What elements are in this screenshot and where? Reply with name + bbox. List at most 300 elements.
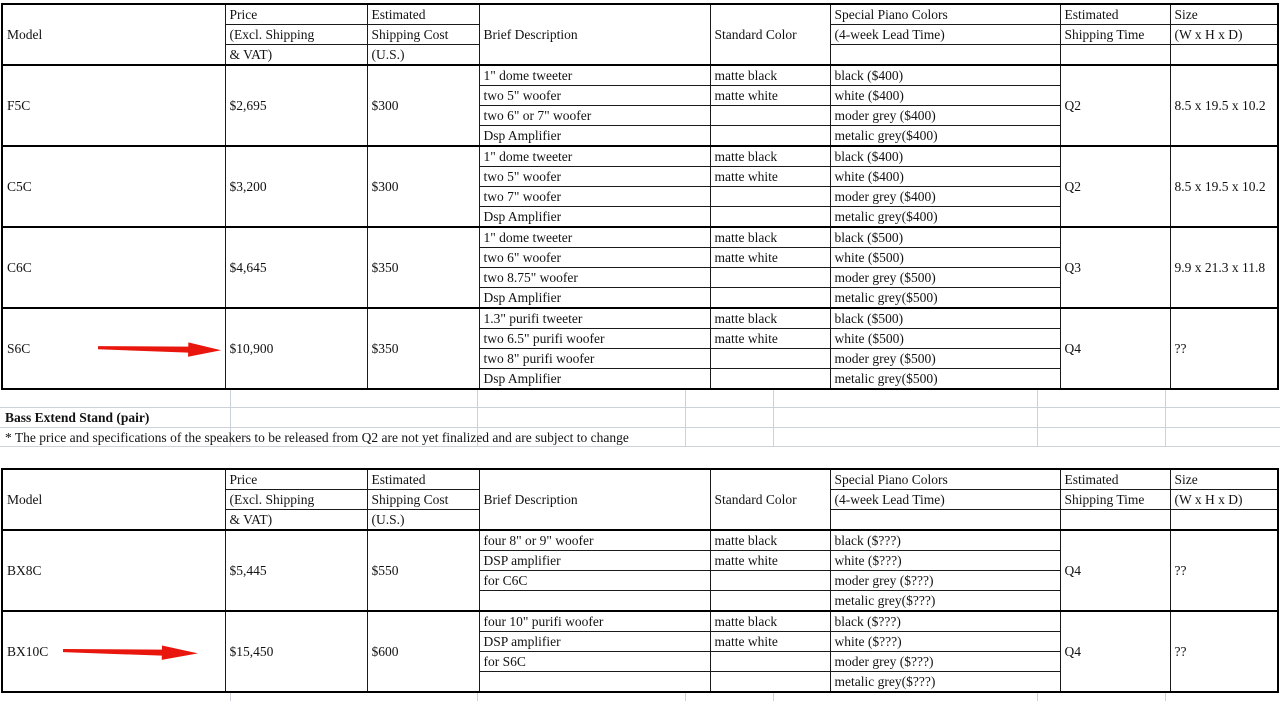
description-value: two 6" woofer bbox=[483, 250, 561, 265]
description-cell[interactable] bbox=[479, 65, 710, 86]
header-size-line2: (W x H x D) bbox=[1174, 27, 1243, 42]
piano-color-cell[interactable] bbox=[830, 248, 1060, 268]
shipping-cost-cell[interactable] bbox=[367, 227, 479, 308]
piano-color-cell[interactable] bbox=[830, 652, 1060, 672]
size-value: 8.5 x 19.5 x 10.2 bbox=[1174, 179, 1266, 194]
table-row bbox=[2, 530, 1278, 551]
table-row bbox=[2, 308, 1278, 329]
model-row-group bbox=[2, 227, 1278, 308]
piano-color-cell[interactable] bbox=[830, 591, 1060, 612]
header-shipcost-line1: Estimated bbox=[371, 7, 426, 22]
grid-line bbox=[477, 693, 478, 701]
description-cell[interactable] bbox=[479, 207, 710, 228]
standard-color-cell[interactable] bbox=[710, 288, 830, 309]
price-cell[interactable] bbox=[225, 308, 367, 389]
piano-color-cell[interactable] bbox=[830, 530, 1060, 551]
shipping-time-value: Q4 bbox=[1064, 644, 1081, 659]
header-time-line1: Estimated bbox=[1064, 7, 1119, 22]
header-price-line3: & VAT) bbox=[229, 47, 273, 62]
header-price-cell-1[interactable] bbox=[225, 469, 367, 490]
standard-color-value: matte white bbox=[714, 169, 778, 184]
model-name: C6C bbox=[7, 260, 32, 275]
header-time-line2: Shipping Time bbox=[1064, 492, 1145, 507]
grid-line bbox=[477, 408, 478, 427]
header-size-cell-1[interactable] bbox=[1170, 469, 1278, 490]
description-cell[interactable] bbox=[479, 308, 710, 329]
piano-color-value: metalic grey($500) bbox=[834, 290, 938, 305]
header-time-cell-1[interactable] bbox=[1060, 469, 1170, 490]
header-time-cell-1[interactable] bbox=[1060, 4, 1170, 25]
header-size-cell-3[interactable] bbox=[1170, 510, 1278, 531]
standard-color-cell[interactable] bbox=[710, 349, 830, 369]
piano-color-cell[interactable] bbox=[830, 611, 1060, 632]
shipping-time-cell[interactable] bbox=[1060, 65, 1170, 146]
piano-color-cell[interactable] bbox=[830, 268, 1060, 288]
header-shipcost-line3: (U.S.) bbox=[371, 512, 405, 527]
description-cell[interactable] bbox=[479, 551, 710, 571]
bass-extend-stand-label: Bass Extend Stand (pair) bbox=[5, 410, 150, 425]
grid-line bbox=[1037, 390, 1038, 407]
grid-line bbox=[773, 428, 774, 446]
header-shipcost-cell-2[interactable] bbox=[367, 490, 479, 510]
header-brief-cell[interactable] bbox=[479, 4, 710, 65]
header-shipcost-line2: Shipping Cost bbox=[371, 492, 449, 507]
standard-color-cell[interactable] bbox=[710, 369, 830, 390]
piano-color-value: black ($???) bbox=[834, 614, 901, 629]
shipping-time-cell[interactable] bbox=[1060, 146, 1170, 227]
piano-color-cell[interactable] bbox=[830, 65, 1060, 86]
standard-color-value: matte white bbox=[714, 88, 778, 103]
table-row bbox=[2, 146, 1278, 167]
piano-color-cell[interactable] bbox=[830, 126, 1060, 147]
header-model-cell[interactable] bbox=[2, 4, 225, 65]
description-cell[interactable] bbox=[479, 632, 710, 652]
grid-line bbox=[1037, 408, 1038, 427]
standard-color-cell[interactable] bbox=[710, 248, 830, 268]
header-model-label: Model bbox=[7, 27, 43, 42]
grid-line bbox=[1165, 428, 1166, 446]
header-standard-label: Standard Color bbox=[714, 492, 797, 507]
description-value: Dsp Amplifier bbox=[483, 128, 562, 143]
price-value: $3,200 bbox=[229, 179, 267, 194]
price-value: $10,900 bbox=[229, 341, 274, 356]
model-cell[interactable] bbox=[2, 65, 225, 146]
shipping-cost-cell[interactable] bbox=[367, 65, 479, 146]
speaker-table-upper bbox=[1, 3, 1279, 390]
speaker-table-lower bbox=[1, 468, 1279, 693]
description-value: two 8.75" woofer bbox=[483, 270, 578, 285]
standard-color-value: matte black bbox=[714, 149, 778, 164]
header-time-line2: Shipping Time bbox=[1064, 27, 1145, 42]
price-value: $4,645 bbox=[229, 260, 267, 275]
header-size-cell-2[interactable] bbox=[1170, 490, 1278, 510]
header-piano-cell-3[interactable] bbox=[830, 510, 1060, 531]
standard-color-value: matte white bbox=[714, 250, 778, 265]
header-model-label: Model bbox=[7, 492, 43, 507]
piano-color-value: moder grey ($500) bbox=[834, 270, 936, 285]
shipping-cost-cell[interactable] bbox=[367, 308, 479, 389]
standard-color-cell[interactable] bbox=[710, 652, 830, 672]
header-time-cell-3[interactable] bbox=[1060, 45, 1170, 66]
header-size-line1: Size bbox=[1174, 472, 1198, 487]
table-row bbox=[2, 65, 1278, 86]
description-value: two 6" or 7" woofer bbox=[483, 108, 592, 123]
shipping-time-value: Q2 bbox=[1064, 179, 1081, 194]
header-shipcost-cell-1[interactable] bbox=[367, 469, 479, 490]
header-shipcost-cell-3[interactable] bbox=[367, 45, 479, 66]
piano-color-cell[interactable] bbox=[830, 551, 1060, 571]
description-value: two 7" woofer bbox=[483, 189, 561, 204]
piano-color-value: moder grey ($???) bbox=[834, 573, 934, 588]
piano-color-value: black ($400) bbox=[834, 68, 904, 83]
standard-color-value: matte black bbox=[714, 230, 778, 245]
model-row-group bbox=[2, 308, 1278, 389]
standard-color-cell[interactable] bbox=[710, 227, 830, 248]
shipping-cost-value: $350 bbox=[371, 341, 399, 356]
standard-color-value: matte black bbox=[714, 533, 778, 548]
price-cell[interactable] bbox=[225, 530, 367, 611]
description-value: 1.3" purifi tweeter bbox=[483, 311, 583, 326]
red-arrow-icon bbox=[63, 640, 200, 663]
shipping-cost-value: $300 bbox=[371, 179, 399, 194]
shipping-cost-value: $300 bbox=[371, 98, 399, 113]
description-cell[interactable] bbox=[479, 369, 710, 390]
size-cell[interactable] bbox=[1170, 65, 1278, 146]
description-cell[interactable] bbox=[479, 187, 710, 207]
header-piano-cell-3[interactable] bbox=[830, 45, 1060, 66]
description-value: four 10" purifi woofer bbox=[483, 614, 604, 629]
red-arrow-icon bbox=[98, 337, 223, 360]
header-price-line1: Price bbox=[229, 7, 258, 22]
middle-section bbox=[0, 390, 1280, 447]
size-cell[interactable] bbox=[1170, 611, 1278, 692]
piano-color-cell[interactable] bbox=[830, 632, 1060, 652]
standard-color-value: matte white bbox=[714, 331, 778, 346]
piano-color-cell[interactable] bbox=[830, 288, 1060, 309]
header-price-line1: Price bbox=[229, 472, 258, 487]
standard-color-cell[interactable] bbox=[710, 672, 830, 693]
piano-color-value: moder grey ($400) bbox=[834, 108, 936, 123]
footnote-text: * The price and specifications of the speakers to be released from Q2 are not yet finalized and are subject to change bbox=[5, 430, 629, 445]
model-cell[interactable] bbox=[2, 227, 225, 308]
standard-color-value: matte white bbox=[714, 553, 778, 568]
piano-color-value: metalic grey($400) bbox=[834, 209, 938, 224]
model-name: F5C bbox=[7, 98, 31, 113]
description-value: four 8" or 9" woofer bbox=[483, 533, 594, 548]
grid-line bbox=[773, 693, 774, 701]
piano-color-cell[interactable] bbox=[830, 86, 1060, 106]
shipping-time-value: Q2 bbox=[1064, 98, 1081, 113]
header-model-cell[interactable] bbox=[2, 469, 225, 530]
header-standard-cell[interactable] bbox=[710, 469, 830, 530]
standard-color-cell[interactable] bbox=[710, 86, 830, 106]
description-value: DSP amplifier bbox=[483, 634, 561, 649]
shipping-time-value: Q4 bbox=[1064, 563, 1081, 578]
header-size-line1: Size bbox=[1174, 7, 1198, 22]
piano-color-value: moder grey ($???) bbox=[834, 654, 934, 669]
piano-color-value: metalic grey($???) bbox=[834, 674, 936, 689]
description-value: Dsp Amplifier bbox=[483, 290, 562, 305]
piano-color-value: white ($???) bbox=[834, 553, 902, 568]
grid-line bbox=[1165, 693, 1166, 701]
header-price-cell-2[interactable] bbox=[225, 490, 367, 510]
piano-color-cell[interactable] bbox=[830, 146, 1060, 167]
standard-color-cell[interactable] bbox=[710, 329, 830, 349]
standard-color-cell[interactable] bbox=[710, 207, 830, 228]
header-price-cell-3[interactable] bbox=[225, 45, 367, 66]
piano-color-cell[interactable] bbox=[830, 349, 1060, 369]
shipping-cost-value: $600 bbox=[371, 644, 399, 659]
description-cell[interactable] bbox=[479, 611, 710, 632]
piano-color-value: white ($400) bbox=[834, 169, 904, 184]
description-cell[interactable] bbox=[479, 288, 710, 309]
grid-line bbox=[685, 408, 686, 427]
description-cell[interactable] bbox=[479, 329, 710, 349]
header-piano-cell-1[interactable] bbox=[830, 4, 1060, 25]
header-time-cell-2[interactable] bbox=[1060, 25, 1170, 45]
description-value: for C6C bbox=[483, 573, 528, 588]
header-price-line3: & VAT) bbox=[229, 512, 273, 527]
header-shipcost-cell-3[interactable] bbox=[367, 510, 479, 531]
header-price-line2: (Excl. Shipping bbox=[229, 27, 315, 42]
description-value: two 8" purifi woofer bbox=[483, 351, 595, 366]
header-piano-cell-2[interactable] bbox=[830, 25, 1060, 45]
table-header bbox=[2, 4, 1278, 65]
piano-color-value: white ($500) bbox=[834, 331, 904, 346]
description-cell[interactable] bbox=[479, 167, 710, 187]
table-row bbox=[2, 227, 1278, 248]
piano-color-cell[interactable] bbox=[830, 227, 1060, 248]
size-value: 8.5 x 19.5 x 10.2 bbox=[1174, 98, 1266, 113]
piano-color-cell[interactable] bbox=[830, 308, 1060, 329]
standard-color-cell[interactable] bbox=[710, 65, 830, 86]
description-cell[interactable] bbox=[479, 248, 710, 268]
header-size-line2: (W x H x D) bbox=[1174, 492, 1243, 507]
shipping-time-cell[interactable] bbox=[1060, 308, 1170, 389]
header-standard-cell[interactable] bbox=[710, 4, 830, 65]
piano-color-cell[interactable] bbox=[830, 329, 1060, 349]
header-size-cell-1[interactable] bbox=[1170, 4, 1278, 25]
description-cell[interactable] bbox=[479, 146, 710, 167]
model-cell[interactable] bbox=[2, 530, 225, 611]
header-time-cell-3[interactable] bbox=[1060, 510, 1170, 531]
price-cell[interactable] bbox=[225, 611, 367, 692]
standard-color-cell[interactable] bbox=[710, 551, 830, 571]
header-standard-label: Standard Color bbox=[714, 27, 797, 42]
header-price-line2: (Excl. Shipping bbox=[229, 492, 315, 507]
description-value: for S6C bbox=[483, 654, 526, 669]
piano-color-cell[interactable] bbox=[830, 106, 1060, 126]
description-value: two 5" woofer bbox=[483, 88, 561, 103]
piano-color-cell[interactable] bbox=[830, 571, 1060, 591]
grid-line bbox=[685, 390, 686, 407]
header-piano-line2: (4-week Lead Time) bbox=[834, 492, 945, 507]
piano-color-cell[interactable] bbox=[830, 369, 1060, 390]
model-row-group bbox=[2, 530, 1278, 611]
description-value: 1" dome tweeter bbox=[483, 68, 573, 83]
piano-color-value: black ($400) bbox=[834, 149, 904, 164]
header-shipcost-cell-1[interactable] bbox=[367, 4, 479, 25]
footnote-row[interactable] bbox=[0, 428, 1280, 447]
price-value: $5,445 bbox=[229, 563, 267, 578]
size-value: ?? bbox=[1174, 341, 1187, 356]
piano-color-value: black ($500) bbox=[834, 311, 904, 326]
standard-color-cell[interactable] bbox=[710, 167, 830, 187]
header-brief-label: Brief Description bbox=[483, 27, 578, 42]
piano-color-value: black ($???) bbox=[834, 533, 901, 548]
model-row-group bbox=[2, 611, 1278, 692]
piano-color-cell[interactable] bbox=[830, 187, 1060, 207]
model-cell[interactable] bbox=[2, 146, 225, 227]
grid-line bbox=[1037, 693, 1038, 701]
description-cell[interactable] bbox=[479, 106, 710, 126]
standard-color-value: matte black bbox=[714, 614, 778, 629]
standard-color-value: matte white bbox=[714, 634, 778, 649]
piano-color-value: metalic grey($???) bbox=[834, 593, 936, 608]
header-shipcost-line1: Estimated bbox=[371, 472, 426, 487]
piano-color-value: metalic grey($500) bbox=[834, 371, 938, 386]
piano-color-cell[interactable] bbox=[830, 167, 1060, 187]
header-brief-label: Brief Description bbox=[483, 492, 578, 507]
standard-color-cell[interactable] bbox=[710, 632, 830, 652]
price-cell[interactable] bbox=[225, 146, 367, 227]
grid-line bbox=[1165, 390, 1166, 407]
standard-color-cell[interactable] bbox=[710, 591, 830, 612]
price-cell[interactable] bbox=[225, 65, 367, 146]
grid-line bbox=[230, 408, 231, 427]
shipping-cost-cell[interactable] bbox=[367, 611, 479, 692]
header-time-line1: Estimated bbox=[1064, 472, 1119, 487]
grid-line bbox=[685, 428, 686, 446]
header-piano-cell-2[interactable] bbox=[830, 490, 1060, 510]
price-value: $15,450 bbox=[229, 644, 274, 659]
grid-line bbox=[477, 390, 478, 407]
header-brief-cell[interactable] bbox=[479, 469, 710, 530]
standard-color-cell[interactable] bbox=[710, 308, 830, 329]
description-cell[interactable] bbox=[479, 349, 710, 369]
shipping-cost-value: $550 bbox=[371, 563, 399, 578]
size-cell[interactable] bbox=[1170, 308, 1278, 389]
shipping-time-cell[interactable] bbox=[1060, 530, 1170, 611]
grid-line bbox=[773, 390, 774, 407]
header-time-cell-2[interactable] bbox=[1060, 490, 1170, 510]
piano-color-cell[interactable] bbox=[830, 207, 1060, 228]
description-value: Dsp Amplifier bbox=[483, 371, 562, 386]
model-row-group bbox=[2, 146, 1278, 227]
shipping-time-cell[interactable] bbox=[1060, 611, 1170, 692]
header-size-cell-2[interactable] bbox=[1170, 25, 1278, 45]
size-cell[interactable] bbox=[1170, 146, 1278, 227]
price-cell[interactable] bbox=[225, 227, 367, 308]
grid-line bbox=[230, 390, 231, 407]
header-piano-line1: Special Piano Colors bbox=[834, 7, 948, 22]
header-price-cell-2[interactable] bbox=[225, 25, 367, 45]
header-price-cell-1[interactable] bbox=[225, 4, 367, 25]
grid-line bbox=[685, 693, 686, 701]
standard-color-cell[interactable] bbox=[710, 187, 830, 207]
description-value: 1" dome tweeter bbox=[483, 149, 573, 164]
standard-color-value: matte black bbox=[714, 311, 778, 326]
grid-line bbox=[1037, 428, 1038, 446]
standard-color-cell[interactable] bbox=[710, 571, 830, 591]
header-shipcost-cell-2[interactable] bbox=[367, 25, 479, 45]
standard-color-value: matte black bbox=[714, 68, 778, 83]
standard-color-cell[interactable] bbox=[710, 611, 830, 632]
bass-extend-stand-row[interactable] bbox=[0, 408, 1280, 428]
model-name: BX8C bbox=[7, 563, 42, 578]
piano-color-value: white ($???) bbox=[834, 634, 902, 649]
header-row bbox=[2, 4, 1278, 25]
description-cell[interactable] bbox=[479, 227, 710, 248]
header-size-cell-3[interactable] bbox=[1170, 45, 1278, 66]
model-name: BX10C bbox=[7, 644, 49, 659]
grid-line bbox=[230, 693, 231, 701]
grid-line bbox=[1165, 408, 1166, 427]
header-piano-line1: Special Piano Colors bbox=[834, 472, 948, 487]
description-cell[interactable] bbox=[479, 86, 710, 106]
standard-color-cell[interactable] bbox=[710, 106, 830, 126]
empty-sheet-row bbox=[0, 390, 1280, 408]
description-cell[interactable] bbox=[479, 530, 710, 551]
header-price-cell-3[interactable] bbox=[225, 510, 367, 531]
shipping-time-value: Q4 bbox=[1064, 341, 1081, 356]
shipping-time-cell[interactable] bbox=[1060, 227, 1170, 308]
piano-color-value: metalic grey($400) bbox=[834, 128, 938, 143]
description-value: DSP amplifier bbox=[483, 553, 561, 568]
table-header bbox=[2, 469, 1278, 530]
size-value: ?? bbox=[1174, 644, 1187, 659]
table-row bbox=[2, 611, 1278, 632]
piano-color-value: moder grey ($500) bbox=[834, 351, 936, 366]
price-value: $2,695 bbox=[229, 98, 267, 113]
description-cell[interactable] bbox=[479, 652, 710, 672]
piano-color-value: black ($500) bbox=[834, 230, 904, 245]
header-row bbox=[2, 469, 1278, 490]
standard-color-cell[interactable] bbox=[710, 530, 830, 551]
header-piano-line2: (4-week Lead Time) bbox=[834, 27, 945, 42]
standard-color-cell[interactable] bbox=[710, 268, 830, 288]
description-cell[interactable] bbox=[479, 591, 710, 612]
piano-color-cell[interactable] bbox=[830, 672, 1060, 693]
description-value: Dsp Amplifier bbox=[483, 209, 562, 224]
description-value: 1" dome tweeter bbox=[483, 230, 573, 245]
grid-line bbox=[773, 408, 774, 427]
standard-color-cell[interactable] bbox=[710, 126, 830, 147]
description-cell[interactable] bbox=[479, 126, 710, 147]
size-cell[interactable] bbox=[1170, 530, 1278, 611]
header-piano-cell-1[interactable] bbox=[830, 469, 1060, 490]
shipping-cost-cell[interactable] bbox=[367, 530, 479, 611]
header-shipcost-line2: Shipping Cost bbox=[371, 27, 449, 42]
size-cell[interactable] bbox=[1170, 227, 1278, 308]
piano-color-value: white ($500) bbox=[834, 250, 904, 265]
model-name: C5C bbox=[7, 179, 32, 194]
model-cell[interactable] bbox=[2, 308, 225, 389]
standard-color-cell[interactable] bbox=[710, 146, 830, 167]
piano-color-value: white ($400) bbox=[834, 88, 904, 103]
model-row-group bbox=[2, 65, 1278, 146]
description-value: two 5" woofer bbox=[483, 169, 561, 184]
shipping-cost-value: $350 bbox=[371, 260, 399, 275]
description-cell[interactable] bbox=[479, 672, 710, 693]
empty-sheet-row bbox=[0, 693, 1280, 701]
description-cell[interactable] bbox=[479, 571, 710, 591]
piano-color-value: moder grey ($400) bbox=[834, 189, 936, 204]
model-cell[interactable] bbox=[2, 611, 225, 692]
shipping-cost-cell[interactable] bbox=[367, 146, 479, 227]
shipping-time-value: Q3 bbox=[1064, 260, 1081, 275]
description-cell[interactable] bbox=[479, 268, 710, 288]
